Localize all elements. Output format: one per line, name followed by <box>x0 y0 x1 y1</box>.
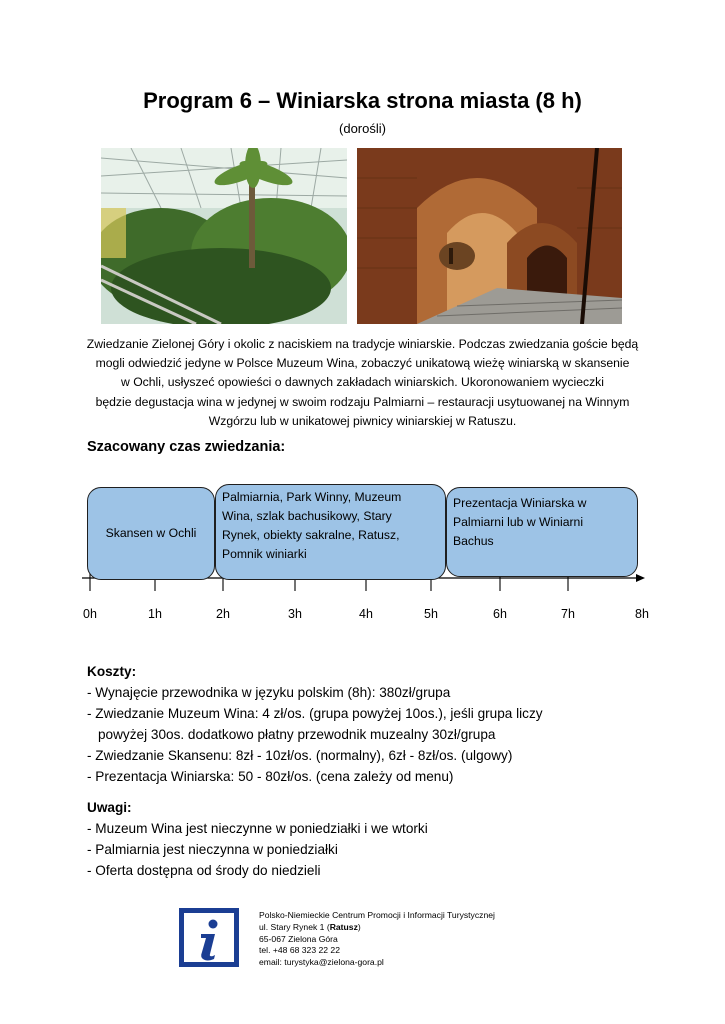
segment-label: Pomnik winiarki <box>222 547 307 561</box>
cost-item: - Zwiedzanie Skansenu: 8zł - 10zł/os. (normalny), 6zł - 8zł/os. (ulgowy) <box>87 748 513 763</box>
costs-section <box>87 661 543 787</box>
description-line: w Ochli, usłyszeć opowieści o dawnych zakładach winiarskich. Ukoronowaniem wycieczki <box>121 375 604 390</box>
footer-city: 65-067 Zielona Góra <box>259 933 338 944</box>
notes-heading: Uwagi: <box>87 800 132 815</box>
footer-address: ul. Stary Rynek 1 (Ratusz) <box>259 921 361 932</box>
tick-label: 6h <box>493 607 507 621</box>
tick-label: 5h <box>424 607 438 621</box>
segment-city-tour <box>215 484 446 580</box>
program-description <box>80 335 645 431</box>
time-heading: Szacowany czas zwiedzania: <box>87 439 286 455</box>
tick-label: 7h <box>561 607 575 621</box>
footer-phone: tel. +48 68 323 22 22 <box>259 945 340 956</box>
cost-item: powyżej 30os. dodatkowo płatny przewodnik muzealny 30zł/grupa <box>98 727 496 742</box>
description-line: będzie degustacja wina w jedynej w swoim rodzaju Palmiarni – restauracji usytuowanej na Winnym <box>95 394 630 409</box>
note-item: - Muzeum Wina jest nieczynne w poniedziałki i we wtorki <box>87 821 428 836</box>
palm-house-photo <box>101 148 347 324</box>
tick-label: 2h <box>216 607 230 621</box>
segment-label: Wina, szlak bachusikowy, Stary <box>222 509 392 523</box>
tick-label: 3h <box>288 607 302 621</box>
cost-item: - Prezentacja Winiarska: 50 - 80zł/os. (cena zależy od menu) <box>87 769 454 784</box>
tick-label: 4h <box>359 607 373 621</box>
segment-label: Prezentacja Winiarska w <box>453 496 587 510</box>
tick-label: 8h <box>635 607 649 621</box>
footer-org: Polsko-Niemieckie Centrum Promocji i Informacji Turystycznej <box>259 910 495 920</box>
description-line: Wzgórzu lub w unikatowej piwnicy winiarskiej w Ratuszu. <box>208 413 517 428</box>
page-title: Program 6 – Winiarska strona miasta (8 h) <box>143 88 582 113</box>
cost-item: - Zwiedzanie Muzeum Wina: 4 zł/os. (grupa powyżej 10os.), jeśli grupa liczy <box>87 706 543 721</box>
segment-wine-presentation <box>446 487 638 577</box>
footer-email: email: turystyka@zielona-gora.pl <box>259 957 384 968</box>
segment-label: Bachus <box>453 534 494 548</box>
cost-item: - Wynajęcie przewodnika w języku polskim (8h): 380zł/grupa <box>87 685 451 700</box>
timeline-arrow-icon <box>636 574 645 582</box>
notes-section <box>87 797 428 881</box>
tick-label: 0h <box>83 607 97 621</box>
note-item: - Oferta dostępna od środy do niedzieli <box>87 863 321 878</box>
description-line: Zwiedzanie Zielonej Góry i okolic z naciskiem na tradycje winiarskie. Podczas zwiedzania goście będą <box>86 337 639 351</box>
wine-cellar-photo <box>357 148 622 324</box>
segment-skansen <box>87 487 215 580</box>
segment-label: Rynek, obiekty sakralne, Ratusz, <box>222 528 400 542</box>
tourist-info-logo <box>179 908 239 967</box>
segment-label: Palmiarni lub w Winiarni <box>453 515 584 529</box>
note-item: - Palmiarnia jest nieczynna w poniedziałki <box>87 842 338 857</box>
segment-label: Skansen w Ochli <box>105 526 197 540</box>
description-line: mogli odwiedzić jedyne w Polsce Muzeum Wina, zobaczyć unikatową wieżę winiarską w skansenie <box>95 356 630 371</box>
tick-label: 1h <box>148 607 162 621</box>
costs-heading: Koszty: <box>87 664 137 679</box>
footer-contact <box>259 910 495 969</box>
segment-label: Palmiarnia, Park Winny, Muzeum <box>222 490 402 504</box>
page-subtitle: (dorośli) <box>339 121 386 136</box>
timeline <box>0 470 725 630</box>
